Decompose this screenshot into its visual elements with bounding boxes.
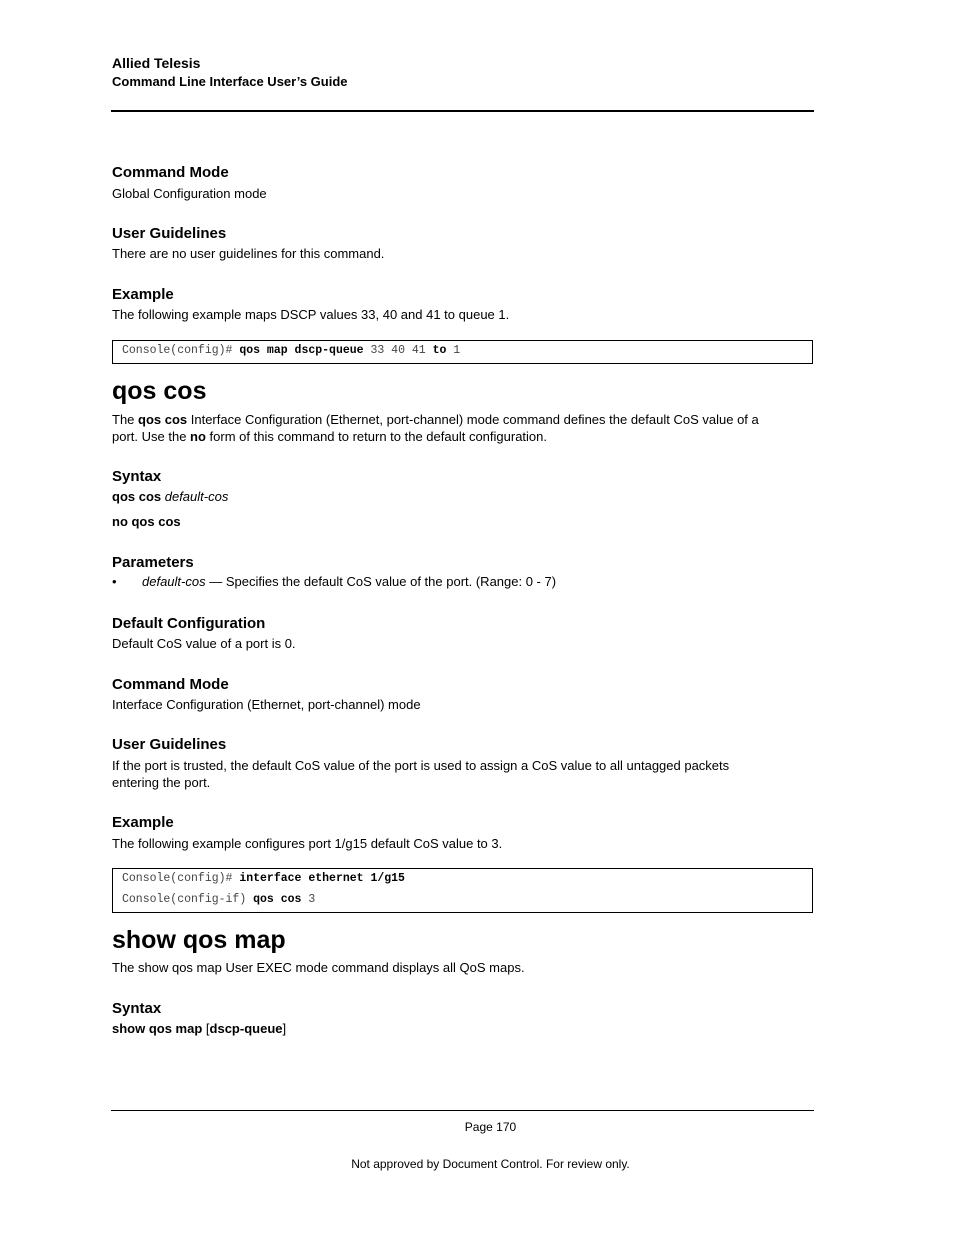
text-run: Interface Configuration (Ethernet, port-channel) mode command defines the default CoS value of a (187, 412, 759, 427)
footer-rule (111, 1110, 814, 1111)
text-run-bold: no (190, 429, 206, 444)
code-prompt: Console(config)# (122, 872, 240, 885)
bullet: • (112, 574, 117, 589)
default-configuration-heading: Default Configuration (112, 615, 266, 632)
code-keyword: to (432, 344, 447, 357)
command-mode-text: Global Configuration mode (112, 186, 267, 201)
code-argument: 3 (301, 893, 316, 906)
code-prompt: Console(config-if) (122, 893, 254, 906)
code-line (122, 872, 405, 885)
text-run-italic: default-cos (161, 489, 229, 504)
parameters-heading: Parameters (112, 554, 194, 571)
user-guidelines-heading: User Guidelines (112, 736, 227, 753)
parameter-description: — Specifies the default CoS value of the port. (Range: 0 - 7) (205, 574, 557, 589)
user-guidelines-heading: User Guidelines (112, 225, 227, 242)
code-prompt: Console(config)# (122, 344, 240, 357)
parameter-item (142, 574, 556, 589)
text-run: ] (282, 1021, 287, 1036)
section-title-qos-cos: qos cos (112, 377, 207, 405)
show-qos-map-description: The show qos map User EXEC mode command displays all QoS maps. (112, 960, 525, 975)
text-run-bold: qos cos (138, 412, 188, 427)
parameter-name: default-cos (142, 574, 206, 589)
text-run: [ (202, 1021, 210, 1036)
example-text: The following example configures port 1/g15 default CoS value to 3. (112, 836, 503, 851)
header-guide-title: Command Line Interface User’s Guide (112, 74, 348, 89)
syntax-heading: Syntax (112, 468, 162, 485)
default-configuration-text: Default CoS value of a port is 0. (112, 636, 296, 651)
syntax-line (112, 1020, 286, 1037)
example-heading: Example (112, 814, 174, 831)
code-command: qos cos (253, 893, 302, 906)
code-line (122, 893, 315, 906)
review-note: Not approved by Document Control. For review only. (351, 1157, 630, 1171)
syntax-heading: Syntax (112, 1000, 162, 1017)
user-guidelines-text: There are no user guidelines for this command. (112, 246, 385, 261)
user-guidelines-text-line1: If the port is trusted, the default CoS value of the port is used to assign a CoS value to all untagged packets (112, 758, 730, 773)
example-text: The following example maps DSCP values 33, 40 and 41 to queue 1. (112, 307, 510, 322)
example-heading: Example (112, 286, 174, 303)
text-run: port. Use the (112, 429, 191, 444)
text-run: The (112, 412, 139, 427)
syntax-line1 (112, 488, 228, 505)
text-run-bold: dscp-queue (209, 1021, 283, 1036)
code-example-box (112, 868, 813, 913)
code-command: interface ethernet 1/g15 (239, 872, 405, 885)
user-guidelines-text-line2: entering the port. (112, 775, 211, 790)
page-number: Page 170 (464, 1120, 517, 1134)
header-company: Allied Telesis (112, 55, 201, 71)
code-argument: 33 40 41 (363, 344, 433, 357)
text-run: form of this command to return to the default configuration. (205, 429, 548, 444)
command-mode-heading: Command Mode (112, 676, 229, 693)
text-run-bold: qos cos (112, 489, 162, 504)
text-run-bold: show qos map (112, 1021, 203, 1036)
code-example-box (112, 340, 813, 364)
qos-cos-description-line1 (112, 411, 759, 428)
code-argument: 1 (446, 344, 461, 357)
command-mode-text: Interface Configuration (Ethernet, port-channel) mode (112, 697, 421, 712)
section-title-show-qos-map: show qos map (112, 926, 286, 954)
code-line (122, 344, 460, 357)
command-mode-heading: Command Mode (112, 164, 229, 181)
code-command: qos map dscp-queue (239, 344, 364, 357)
header-rule (111, 110, 814, 112)
qos-cos-description-line2 (112, 428, 547, 445)
syntax-line2: no qos cos (112, 514, 181, 529)
